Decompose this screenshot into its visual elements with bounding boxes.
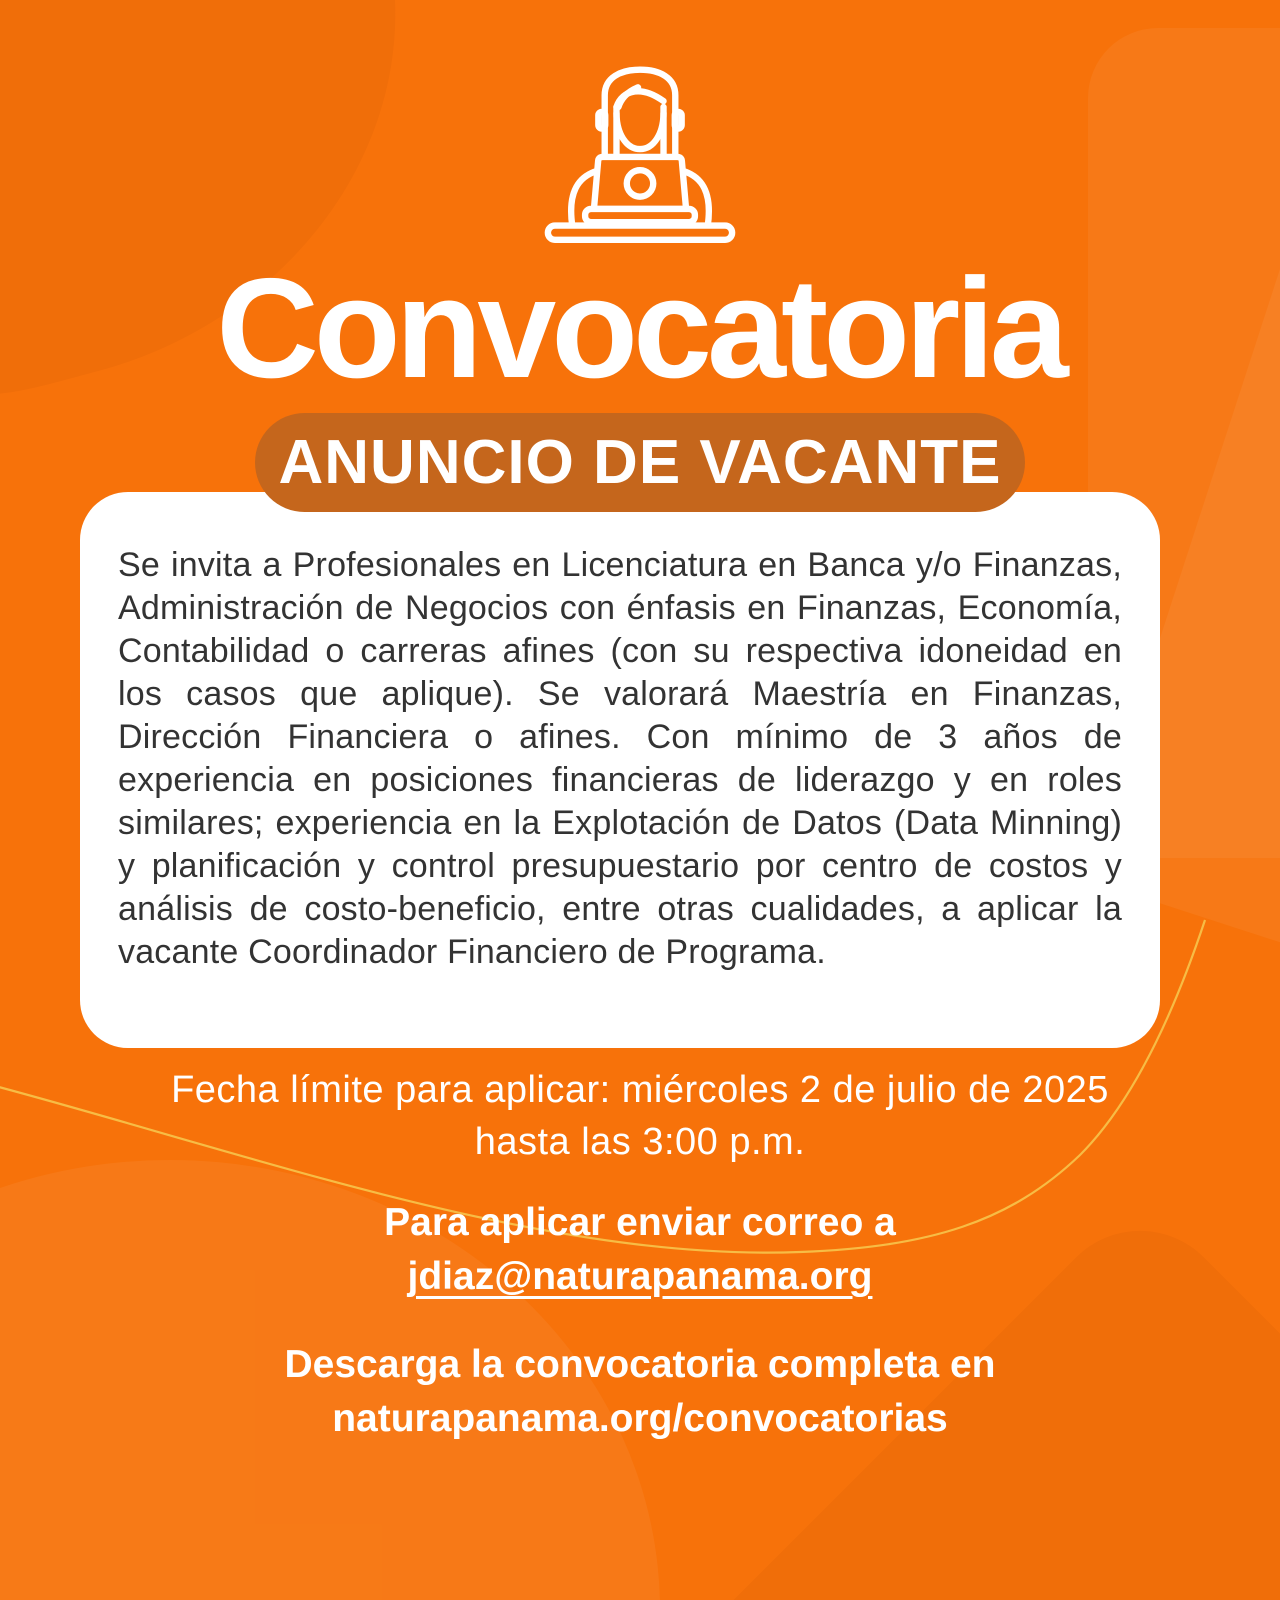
vacancy-badge: ANUNCIO DE VACANTE — [255, 413, 1025, 512]
download-instruction: Descarga la convocatoria completa en — [284, 1343, 996, 1386]
apply-instruction: Para aplicar enviar correo a — [384, 1201, 896, 1244]
description-card — [80, 492, 1160, 1048]
page-title: Convocatoria — [216, 249, 1064, 408]
deadline-text — [0, 1064, 1280, 1168]
download-text — [0, 1338, 1280, 1446]
woman-at-laptop-icon — [542, 60, 738, 250]
vacancy-description: Se invita a Profesionales en Licenciatura en Banca y/o Finanzas, Administración de Negocios con énfasis en Finanzas, Economía, Contabilidad o carreras afines (con su respectiva idoneidad en los casos que aplique). Se valorará Maestría en Finanzas, Dirección Financiera o afines. Con mínimo de 3 años de experiencia en posiciones financieras de liderazgo y en roles similares; experiencia en la Explotación de Datos (Data Minning) y planificación y control presupuestario por centro de costos y análisis de costo-beneficio, entre otras cualidades, a aplicar la vacante Coordinador Financiero de Programa. — [118, 546, 1122, 971]
download-url[interactable]: naturapanama.org/convocatorias — [332, 1397, 948, 1440]
email-link[interactable]: jdiaz@naturapanama.org — [407, 1255, 873, 1298]
deadline-line1: Fecha límite para aplicar: miércoles 2 de julio de 2025 — [171, 1069, 1109, 1111]
apply-text — [0, 1196, 1280, 1304]
deadline-line2: hasta las 3:00 p.m. — [474, 1121, 806, 1163]
